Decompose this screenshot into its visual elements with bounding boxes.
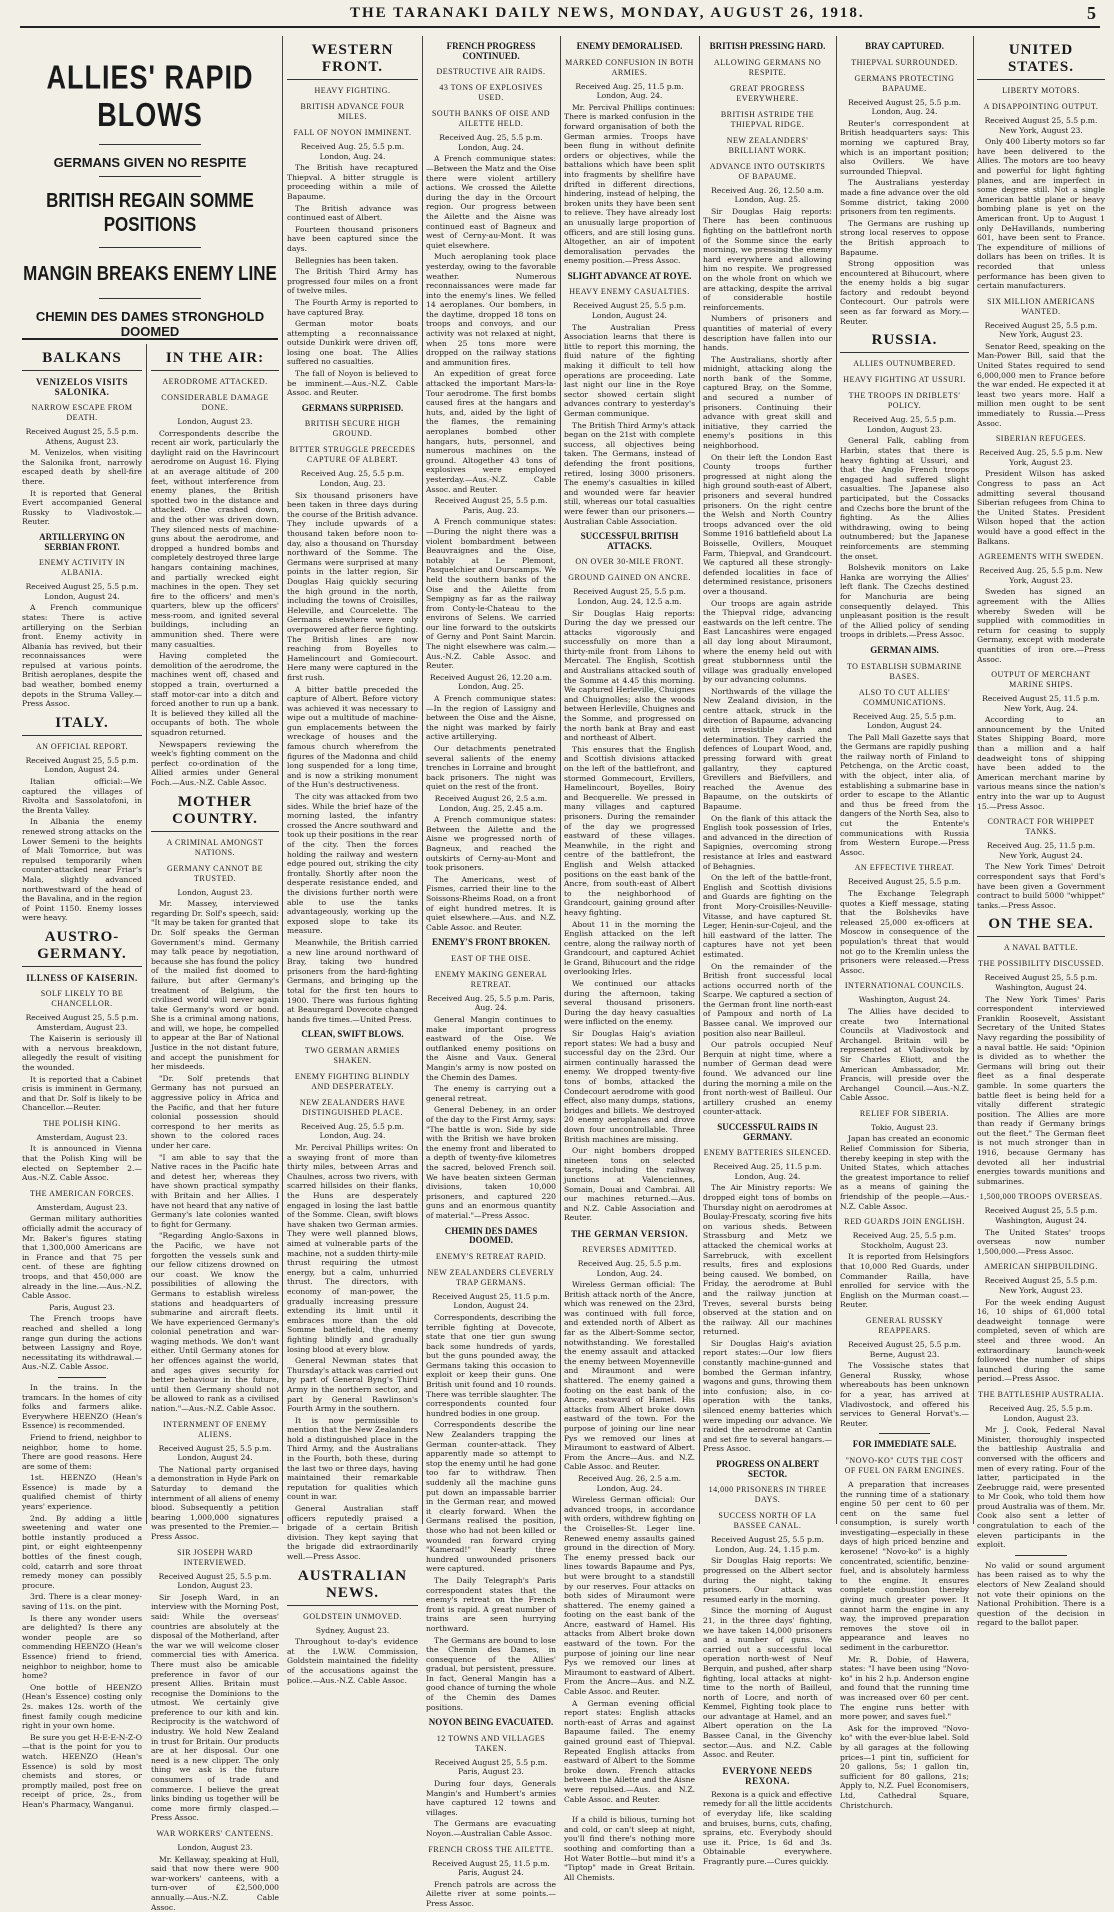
paragraph: We continued our attacks during the afternoon, taking several thousand prisoners. During the day heavy casualties were inflicted on the enemy. [564, 979, 695, 1027]
article-heading: PROGRESS ON ALBERT SECTOR. [716, 1459, 819, 1479]
sub-heading: NEW ZEALANDERS' BRILLIANT WORK. [726, 135, 809, 155]
article-heading: NOYON BEING EVACUATED. [428, 1717, 554, 1728]
paragraph: Mr J. Cook, Federal Naval Minister, thoroughly inspected the battleship Australia and conversed with the officers and men of every rating. Four of the latter, participated in the Zeebrugge raid, were presented to Mr Cook, who told them how proud Australia was of them. Mr. Cook also sent a letter of congratulation to each of the eleven participants in the exploit. [977, 1425, 1105, 1550]
advertisement-text: In the trains. In the tramcars. In the homes of city folks and farmers alike. Everywhere HEENZO (Hean's Essence) is recommended. [22, 1382, 142, 1431]
sub-heading: SUCCESS NORTH OF LA BASSEE CANAL. [718, 1511, 817, 1531]
paragraph: In Albania the enemy renewed strong attacks on the Lower Semeni to the heights of Mali Tomorrice, but was repulsed temporarily when counter-attacked near Friar's Mala, slightly advanced northwestward of the head of the Bavalina, and in the region of Point 1150. Enemy losses were heavy. [22, 817, 142, 923]
sub-heading: ALLOWING GERMANS NO RESPITE. [713, 57, 822, 77]
paragraph: The city was attacked from two sides. While the brief haze of the morning lasted, the infantry crossed the Ancre southward and took up their positions in the rear of the city. Then the forces holding the railway and western edge poured out, striking the city frontally. Shortly after noon the desperate resistance ended, and the divisions further north were able to use the tanks advantageously, working up the exposed slope to take its measure. [287, 792, 418, 936]
paragraph: President Wilson has asked Congress to pass an Act admitting several thousand Siberian refugees from China to the United States. President Wilson hoped that the action would have a good effect in the Balkans. [977, 469, 1105, 546]
dateline: Tokio, August 23. [870, 1122, 939, 1132]
sub-heading: THE BATTLESHIP AUSTRALIA. [978, 1389, 1104, 1399]
dateline: Received August 25, 5.5 p.m. New York, August 23. [984, 320, 1098, 340]
column-rule [973, 36, 974, 1524]
paragraph: General Australian staff officers reputedly praised a brigade of a certain British division. They kept saying that the brigade did extraordinarily well.—Press Assoc. [287, 1504, 418, 1561]
paragraph: The Germans are rushing up strong local reserves to oppose the British approach to Bapaume. [840, 218, 969, 257]
paragraph: Sir Douglas Haig reports: There has been continuous fighting on the battlefront north of the Somme since the early morning, we pressing the enemy hard everywhere and allowing him no respite. We progressed on the whole front on which we are attacking, despite the arrival of considerable hostile reinforcements. [703, 206, 832, 312]
dateline: Sydney, August 23. [315, 1625, 390, 1635]
paragraph: Our troops are again astride the Thiepval ridge, advancing eastwards on the left centre. The East Lancashires were engaged all day long about Miraumont, where the enemy held out with great stubbornness until the village was gradually enveloped by our advancing columns. [703, 598, 832, 685]
article-heading: BRAY CAPTURED. [865, 41, 944, 51]
paragraph: On the flank of this attack the English took possession of Irles, and advanced in the direction of Sapignies, overcoming strong resistance at Irles and eastward of Behagnies. [703, 813, 832, 871]
paragraph: On the remainder of the British front successful local actions occurred north of the Scarpe. We captured a section of the German front line north-east of Pampoux and north of La Bassee canal. We improved our position also near Bailleul. [703, 961, 832, 1038]
sub-heading: SOUTH BANKS OF OISE AND AILETTE HELD. [431, 109, 551, 129]
paragraph: Having completed the demolition of the aerodrome, the machines went off, chased and stopped a train, overturned a staff motor-car into a ditch and forced another to run up a bank. It is believed they killed all the occupants of both. The whole squadron returned. [151, 651, 279, 737]
article-heading: ENEMY DEMORALISED. [576, 41, 683, 51]
sub-heading: THE AMERICAN FORCES. [29, 1188, 134, 1198]
sub-heading: CONSIDERABLE DAMAGE DONE. [161, 393, 269, 412]
paragraph: Much aeroplaning took place yesterday, owing to the favorable weather. Numerous reconnaissances were made far into the enemy's lines. We felled 14 aeroplanes. Our bombers, in the daytime, dropped 18 tons on troops and convoys, and our activity was not relaxed at night, when 25 tons more were dropped on the railway stations and ammunition fires. [426, 252, 556, 367]
headline-deck: MANGIN BREAKS ENEMY LINE [23, 262, 277, 285]
sub-heading: BRITISH SECURE HIGH GROUND. [304, 419, 401, 439]
paragraph: Sir Douglas Haig reports: We progressed on the Albert sector during the night, taking prisoners. Our attack was resumed early in the morning. [703, 1556, 832, 1604]
dateline: Received Aug. 25, 5.5 p.m. New York, August 23. [979, 566, 1103, 585]
paragraph: Sir Douglas Haig's aviation report states: We had a busy and successful day on the 23rd. Our airmen continually harassed the enemy. We dropped twenty-five tons of bombs, attacked the Condecourt aerodrome with good effect, also many dumps, stations, bridges and billets. We destroyed 20 enemy aeroplanes and drove down four uncontrollable. Three British machines are missing. [564, 1029, 695, 1144]
paragraph: It is reported that General Evert accompanied General Russky to Vladivostok.—Reuter. [22, 488, 142, 527]
headline-deck: GERMANS GIVEN NO RESPITE [53, 155, 247, 170]
sub-heading: ADVANCE INTO OUTSKIRTS OF BAPAUME. [709, 161, 826, 181]
sub-heading: RED GUARDS JOIN ENGLISH. [844, 1217, 965, 1227]
paragraph: It is now permissible to mention that the New Zealanders hold a distinguished place in the Third Army, and the Australians in the Fourth, both these, during the last two or three days, having maintained their remarkable reputation for qualities which count in war. [287, 1415, 418, 1502]
sub-heading: BRITISH ADVANCE FOUR MILES. [300, 102, 405, 121]
dateline: London, August 23. [177, 417, 253, 426]
sub-heading: SIX MILLION AMERICANS WANTED. [987, 296, 1095, 316]
paragraph: For the week ending August 16, 10 ships of 61,000 total deadweight tonnage were completed, seven of which are steel and three wood. An extraordinary launch-week followed the number of ships launched during the same period.—Press Assoc. [977, 1297, 1105, 1384]
paragraph: A German evening official report states: English attacks north-east of Arras and against Bapaume failed. The enemy gained ground east of Thiepval. Repeated English attacks from eastward of Albert to the Somme broke down. French attacks between the Ailette and the Aisne were repulsed.—Aus. and N.Z. Cable Assoc. and Reuter. [564, 1698, 695, 1804]
dateline: Received August 25, 5.5 p.m. New York, August 23. [984, 116, 1098, 135]
paragraph: It is announced in Vienna that the Polish King will be elected on September 2.—Aus.-N.Z. Cable Assoc. [22, 1144, 142, 1183]
article-heading: SLIGHT ADVANCE AT ROYE. [567, 270, 692, 281]
sub-heading: 14,000 PRISONERS IN THREE DAYS. [708, 1485, 827, 1505]
paragraph: The Australian Press Association learns that there is little to report this morning, the fluid nature of the fighting making it difficult to tell how operations are proceeding. Late last night our line in the Roye sector showed certain slight advances contrary to yesterday's German communique. [564, 322, 695, 418]
paragraph: Meanwhile, the British carried a new line around northward of Bray, taking two hundred prisoners from the hard-fighting Germans, and bringing up the total for the first ten hours to 1900. There was furious fighting at Beauregard Dovecote changed hands five times.—United Press. [287, 937, 418, 1024]
sub-heading: ENEMY BATTERIES SILENCED. [703, 1148, 832, 1158]
dateline: Received August 25, 5.5 p.m. London, August 24. [573, 301, 686, 321]
article-heading: GERMAN AIMS. [870, 644, 939, 655]
paragraph: The Daily Telegraph's Paris correspondent states that the enemy's retreat on the French front is rapid. A great number of trains are seen hurrying northward. [426, 1575, 556, 1633]
paragraph: The Australians yesterday made a fine advance over the old Somme district, taking 2000 prisoners from ten regiments. [840, 178, 969, 217]
sub-heading: THE POLISH KING. [43, 1118, 121, 1128]
dateline: Received Aug. 25, 5.5 p.m. London, Aug. 24. [300, 142, 405, 161]
section-heading: ON THE SEA. [977, 916, 1105, 937]
dateline: Received August 25, 5.5 p.m. London, August 23. [158, 1571, 272, 1591]
advertisement-text: 2nd. By adding a little sweetening and water one bottle instantly produced a pint, or eight eighteenpenny bottles of the finest cough, cold, catarrh and sore throat remedy money can possibly procure. [22, 1513, 142, 1590]
paragraph: A French communique states:—During the night there was a violent bombardment between Beauvraignes and the Oise, notably at Le Plemont, Pasquelchier and Ourscamps. We held the southern banks of the Oise and the Ailette from Sempigny as far as the railway from Conty-le-Chateau to the environs of Selens. We carried our line forward to the outskirts of Gerny and Pont Saint Marcin. The night elsewhere was calm.—Aus.-N.Z. Cable Assoc. and Reuter. [426, 517, 556, 671]
paragraph: Correspondents describe the recent air work, particularly the daylight raid on the Havrincourt aerodrome on August 16. Flying at an average altitude of 200 feet, without interference from enemy planes, the British spotted two in the distance and attacked. One crashed down, and the other was driven down. They silenced nests of machine-guns about the aerodrome, and dropped a hundred bombs and completely destroyed three large hangars containing machines, and partially wrecked eight machines in the open. They set fire to the officers' and men's quarters, blew up the officers' mess-room, and ignited several buildings, including an ammunition shed. There were many casualties. [151, 428, 279, 649]
section-heading: MOTHER COUNTRY. [151, 794, 279, 832]
sub-heading: FRENCH CROSS THE AILETTE. [428, 1844, 554, 1854]
paragraph: On their left the London East County troops further progressed at night along the high ground south-east of Albert, prisoners and several hundred prisoners. On the right centre the Welsh and North Country troops advanced over the old Somme 1916 battlefield about La Boisselle, Ovillers, Mouquet Farm, Thiepval, and Grandcourt. We captured all these strongly-defended localities in face of determined resistance, prisoners over a thousand. [703, 452, 832, 596]
paragraph: The New York Times' Paris correspondent interviewed Franklin Roosevelt, Assistant Secretary of the United States Navy regarding the possibility of a naval battle. He said: "Opinion is divided as to whether the Germans will bring out their fleet as a final desperate gamble. In some quarters the battle fleet is being held for a vitally different strategic position. The Allies are more than ready if Germany brings out the fleet." The German fleet is not much stronger than in 1916, because Germany has devoted all her industrial energies towards munitions and submarines. [977, 994, 1105, 1186]
sub-heading: AN OFFICIAL REPORT. [35, 741, 129, 751]
sub-heading: GREAT PROGRESS EVERYWHERE. [729, 83, 806, 103]
column-rule [699, 36, 700, 1524]
column-rule [560, 36, 561, 1524]
article-heading: FRENCH PROGRESS CONTINUED. [446, 41, 536, 61]
paragraph: Sir Joseph Ward, in an interview with the Morning Post, said: While the overseas' countries are absolutely at the disposal of the Motherland, after the war we will welcome closer commercial ties with America. There must also be amicable preference in favor of our present Allies. Britain must recognise the Dominions to the utmost. We certainly give preference to our kith and kin. Reciprocity is the watchword of industry. We hold New Zealand in trust for Britain. Our products are at her disposal. Our one need is a new clipper. The only thing we ask is the future consumers of trade and commerce. I believe the great links binding us together will be come more firmly clasped.—Press Assoc. [151, 1592, 279, 1823]
masthead [20, 0, 1100, 28]
paragraph: Six thousand prisoners have been taken in three days during the course of the British advance. They include upwards of a thousand taken before noon to-day, also a thousand on Thursday northward of the Somme. The Germans were surprised at many points in the latter region, Sir Douglas Haig quickly securing the high ground in the north, including the towns of Croisilles, Heleville, and Courcelette. The Germans elsewhere were only overpowered after fierce fighting. The British lines are now reaching from Boyelles to Hamelincourt and Gomiecourt. Here many were captured in the first rush. [287, 490, 418, 682]
section-heading: UNITED STATES. [977, 42, 1105, 80]
sub-heading: OUTPUT OF MERCHANT MARINE SHIPS. [991, 670, 1091, 690]
sub-heading: BITTER STRUGGLE PRECEDES CAPTURE OF ALBERT. [289, 445, 416, 465]
paragraph: A French communique states: Between the Ailette and the Aisne we progressed north of Bagneux, and reached the outskirts of Cerny-au-Mont and took prisoners. [426, 815, 556, 873]
paragraph: The Germans are evacuating Noyon.—Australian Cable Assoc. [426, 1819, 556, 1838]
dateline: Received Aug. 25, 5.5 p.m. London, August 24. [852, 711, 957, 731]
advertisement-heading: FOR IMMEDIATE SALE. [852, 1439, 957, 1450]
sub-heading: ON OVER 30-MILE FRONT. [575, 557, 684, 567]
advertisement-text: Ask for the improved "Novo-ko" with the ever-blue label. Sold by all garages at the following prices—1 pint tin, sufficient for 20 gallons, 5s; 1 gallon tin, sufficient for 80 gallons, 21s; Apply to, N.Z. Fuel Economisers, Ltd, Cathedral Square, Christchurch. [840, 1723, 969, 1810]
dateline: Received August 26, 12.20 a.m. London, Aug. 25. [429, 672, 553, 692]
headline-deck: BRITISH REGAIN SOMME POSITIONS [46, 189, 254, 236]
dateline: Received August 25, 5.5 p.m. London, Aug. 24. [848, 97, 961, 117]
dateline: Paris, August 23. [49, 1302, 115, 1312]
paragraph: Northwards of the village the New Zealand division, in the centre attack, struck in the direction of Bapaume, advancing with irresistible dash and determination. They carried the defences of Loupart Wood, and, pressing forward with great gallantry, they captured Grevillers and Biefvillers, and reached the Avenue des Bapaume, on the outskirts of Bapaume. [703, 686, 832, 811]
sub-heading: ALSO TO CUT ALLIES' COMMUNICATIONS. [858, 687, 951, 707]
paragraph: "Dr. Solf pretends that Germany has not pursued an aggressive policy in Africa and the Pacific, and that her future colonial possession should correspond to her merits as shown to the colored races under her care. [151, 1073, 279, 1150]
advertisement-text: Friend to friend, neighbor to neighbor, home to home. There are good reasons. Here are some of them: [22, 1432, 142, 1471]
sub-heading: AMERICAN SHIPBUILDING. [984, 1262, 1098, 1272]
sub-heading: A CRIMINAL AMONGST NATIONS. [166, 837, 264, 857]
paragraph: This ensures that the English and Scottish divisions attacked on the left of the battlefront, and stormed Gommecourt, Ervillers, Hamelincourt, Boyelles, Boiry and Becquerelle. We pressed in many villages and captured prisoners. During the remainder of the day we progressed eastward of these villages. Meanwhile, in the right and centre of the battlefront, the English and Welsh attacked positions on the east bank of the Ancre, from south-east of Albert to the neighborhood of Grandcourt, gaining ground after heavy fighting. [564, 744, 695, 917]
dateline: Received August 25, 5.5 p.m. Berne, August 23. [848, 1339, 961, 1359]
sub-heading: GERMANY CANNOT BE TRUSTED. [166, 863, 264, 883]
paragraph: The Pall Mall Gazette says that the Germans are rapidly pushing the railway north of Finland to Petchenga, on the Arctic coast, with the object, inter alia, of establishing a submarine base in order to escape to the Atlantic and thus be freed from the dangers of the North Sea, also to cut the Entente's communications with Russia from Western Europe.—Press Assoc. [840, 732, 969, 857]
paragraph: Only 400 Liberty motors so far have been delivered to the Allies. The motors are too heavy and powerful for light fighting planes, and are imperfect in some degree still. Not a single American battle plane or heavy bombing plane is yet on the American front. Up to August 1 only DeHavillands, numbering 601, have been sent to France. The expenditure of millions of dollars has been on trifles. It is recorded that unless performance has been given to certain manufacturers. [977, 137, 1105, 291]
sub-heading: 43 TONS OF EXPLOSIVES USED. [439, 83, 543, 103]
paragraph: Newspapers reviewing the week's fighting comment on the perfect co-ordination of the Allied armies under General Foch.—Aus.-N.Z. Cable Assoc. [151, 739, 279, 787]
paragraph: Mr. Percival Phillips continues: There is marked confusion in the forward organisation of both the German armies. Troops have been flung in without definite orders or objectives, while the battalions which have been split into fragments by shellfire have drifted in different directions, hindering, instead of helping, the broken units they have been sent to relieve. They have already lost an unusually large proportion of officers, and are still losing guns. Altogether, an air of impotent demoralisation pervades the enemy position.—Press Assoc. [564, 102, 695, 266]
column-rule [146, 344, 147, 1524]
sub-heading: RELIEF FOR SIBERIA. [859, 1108, 950, 1118]
paragraph: The Air Ministry reports: We dropped eight tons of bombs on Thursday night on aerodromes at Boulay-Frescaty, scoring five hits on various sheds. Between Strassburg and Metz we attacked the chemical works at Sarrebruck, with excellent results, fires and explosions being caused. We bombed, on Friday, the aerodrome at Buhl and the railway junction at Treves, several bursts being observed at the station and on the railway. All our machines returned. [703, 1183, 832, 1337]
section-heading: WESTERN FRONT. [287, 42, 418, 80]
section-heading: IN THE AIR: [151, 350, 279, 371]
paragraph: About 11 in the morning the English attacked on the left centre, along the railway north of Grandcourt, and captured Achiet le Grand, Bihucourt and the ridge overlooking Irles. [564, 919, 695, 977]
sub-heading: INTERNMENT OF ENEMY ALIENS. [162, 1419, 267, 1439]
sub-heading: TWO GERMAN ARMIES SHAKEN. [304, 1045, 401, 1065]
sub-heading: AERODROME ATTACKED. [162, 377, 268, 386]
section-heading: RUSSIA. [840, 332, 969, 353]
section-heading: ITALY. [22, 715, 142, 736]
sub-heading: NEW ZEALANDERS HAVE DISTINGUISHED PLACE. [299, 1097, 406, 1117]
dateline: Received August 25, 5.5 p.m. Washington, August 24. [984, 1206, 1098, 1226]
dateline: Received August 25, 5.5 p.m. London, August 24. [25, 755, 139, 775]
sub-heading: ILLNESS OF KAISERIN. [26, 972, 138, 983]
column-2 [151, 344, 279, 1912]
dateline: Received Aug. 25, 5.5 p.m. London, Aug. 24. [577, 1258, 682, 1278]
paragraph: The Australians, shortly after midnight, attacking along the north bank of the Somme, captured Bray, on the Somme, and secured a number of prisoners. Continuing their advance with great skill and initiative, they carried the enemy's positions in this neighborhood. [703, 354, 832, 451]
dateline: Received Aug. 25, 5.5 p.m. London, Aug. 24. [439, 133, 543, 152]
dateline: Amsterdam, August 23. [36, 1132, 128, 1142]
dateline: Received Aug. 25, 5.5 p.m. London, August 23. [989, 1403, 1093, 1423]
headline-banner [22, 44, 278, 344]
advertisement-text: Rexona is a quick and effective remedy for all the little accidents of everyday life, like scalding and bruises, burns, cuts, chafing, sprains, etc. Everybody should use it. Price, 1s 6d and 3s. Obtainable everywhere. Fragrantly pure.—Cures quickly. [703, 1789, 832, 1866]
paragraph: Senator Reed, speaking on the Man-Power Bill, said that the United States required to send 6,000,000 men to France before the war ended. He expected it at least two years more. Half a million men ought to be sent immediately to Russia.—Press Assoc. [977, 341, 1105, 428]
column-5 [564, 36, 695, 1882]
sub-heading: MARKED CONFUSION IN BOTH ARMIES. [565, 57, 694, 77]
column-3 [287, 36, 418, 1685]
dateline: Received August 25, 5.5 p.m. Amsterdam, August 23. [25, 1012, 139, 1032]
sub-heading: ENEMY ACTIVITY IN ALBANIA. [38, 558, 126, 578]
sub-heading: VENIZELOS VISITS SALONIKA. [35, 377, 129, 397]
paragraph: The enemy is carrying out a general retreat. [426, 1084, 556, 1103]
article-heading: GERMANS SURPRISED. [301, 402, 404, 413]
paragraph: Our detachments penetrated several salients of the enemy trenches in Lorraine and brought back prisoners. The night was quiet on the rest of the front. [426, 744, 556, 792]
dateline: Received Aug. 25, 11.5 p.m. London, Aug. 24. [575, 81, 684, 101]
advertisement-text: Is there any wonder users are delighted? Is there any wonder people are so commending HEENZO (Hean's Essence) friend to friend, neighbor to neighbor, home to home? [22, 1613, 142, 1681]
sub-heading: AGREEMENTS WITH SWEDEN. [978, 552, 1104, 562]
sub-heading: EAST OF THE OISE. [451, 953, 531, 963]
column-6 [703, 36, 832, 1866]
paragraph: Mr. Massey, interviewed regarding Dr. Solf's speech, said: "It may be taken for granted that Dr. Solf speaks the German Government's mind. Germany may talk peace by negotiation, because she has found the policy of the mailed fist doomed to failure, but after Germany's treatment of Belgium, the civilised world will never again take Germany's word or bond. She is a criminal among nations, and will, we hope, be compelled to appear at the Bar of National Justice in the not distant future, and accept the punishment for her misdeeds. [151, 899, 279, 1072]
paragraph: "Regarding Anglo-Saxons in the Pacific, we have not forgotten the vessels sunk and our fellow citizens drowned on our coast. We know the possibilities of allowing the Germans to establish wireless stations and headquarters of submarine and aircraft fleets. We have experienced Germany's colonial penetration and war-waging methods. We don't want either. Until Germany atones for her offences against the world, and ages gives security for better behaviour in the future, until then Germany should not be allowed to rank as a civilised nation."—Aus.-N.Z. Cable Assoc. [151, 1231, 279, 1414]
paragraph: General Newman states that Thursday's attack was carried out by part of General Byng's Third Army in the northern sector, and part by General Rawlinson's Fourth Army in the southern. [287, 1356, 418, 1414]
dateline: Received Aug. 25, 5.5 p.m. London, Aug. 24. [300, 1121, 405, 1141]
paragraph: The New York Times' Detroit correspondent says that Ford's have been given a Government contract to build 5000 "whippet" tanks.—Press Assoc. [977, 862, 1105, 910]
sub-heading: 1,500,000 TROOPS OVERSEAS. [979, 1192, 1103, 1202]
sub-heading: THE POSSIBILITY DISCUSSED. [978, 959, 1104, 969]
paragraph: The fall of Noyon is believed to be imminent.—Aus.-N.Z. Cable Assoc. and Reuter. [287, 369, 418, 398]
sub-heading: NARROW ESCAPE FROM DEATH. [31, 403, 133, 422]
sub-heading: TO ESTABLISH SUBMARINE BASES. [846, 661, 963, 681]
paragraph: The British advance was continued east of Albert. [287, 203, 418, 223]
paragraph: Wireless German official: The British attack north of the Ancre, which was renewed on the 23rd, was continued with full force, and extended north of Albert as far as the Albert-Somme sector, notwithstanding. We forestalled the enemy assault and attacked the enemy between Moyenneville and Miraumont and were shattered. The enemy gained a footing on the east bank of the Ancre, eastward of Hamel. His attacks from Albert broke down eastward of the town. For the purpose of joining our line near Pys we removed our lines at Miraumont to eastward of Albert. From the Ancre—Aus. and N.Z. Cable Assoc. and Reuter. [564, 1280, 695, 1472]
paragraph: Wireless German official: Our advanced troops, in accordance with orders, withdrew fighting on the Croiselles-St. Leger line. Renewed enemy assaults gained ground in the direction of Mory. The enemy pressed back our lines towards Bapaume and Pys, but were brought to a standstill by our reserves. Four attacks on both sides of Miraumont were shattered. The enemy gained a footing on the east bank of the Ancre, eastward of Hamel. His attacks from Albert broke down eastward of the town. For the purpose of joining our line near Pys we removed our lines at Miraumont to eastward of Albert. From the Ancre—Aus. and N.Z. Cable Assoc. and Reuter. [564, 1495, 695, 1697]
sub-heading: ENEMY'S RETREAT RAPID. [435, 1251, 547, 1261]
article-heading: CLEAN, SWIFT BLOWS. [301, 1029, 404, 1040]
main-headline: ALLIES' RAPID BLOWS [46, 58, 254, 134]
sub-heading: AN EFFECTIVE THREAT. [854, 863, 955, 873]
column-7 [840, 36, 969, 1810]
sub-heading: THE GERMAN VERSION. [570, 1228, 689, 1239]
paragraph: The French troops have reached and shelled a long range gun during the actions between Lassigny and Roye, necessitating its withdrawal.—Aus.-N.Z. Cable Assoc. [22, 1314, 142, 1372]
advertisement-text: 3rd. There is a clear money-saving of 11s. on the pint. [22, 1592, 142, 1611]
paragraph: The Fourth Army is reported to have captured Bray. [287, 297, 418, 317]
paragraph: According to an announcement by the United States Shipping Board, more than a million and a half deadweight tons of shipping have been added to the American merchant marine by various means since the nation's entry into the war up to August 15.—Press Assoc. [977, 715, 1105, 811]
paragraph: The National party organised a demonstration in Hyde Park on Saturday to demand the internment of all aliens of enemy blood. Subsequently a petition bearing 1,000,000 signatures was presented to the Premier.—Press Assoc. [151, 1464, 279, 1541]
article-heading: ENEMY'S FRONT BROKEN. [431, 937, 551, 948]
headline-deck: CHEMIN DES DAMES STRONGHOLD DOOMED [35, 309, 265, 339]
paragraph: Sweden has signed an agreement with the Allies whereby Sweden will be supplied with commodities in return for ceasing to supply Germany, except with moderate quantities of iron ore.—Press Assoc. [977, 587, 1105, 664]
masthead-title: THE TARANAKI DAILY NEWS, MONDAY, AUGUST 26, 1918. [350, 5, 865, 21]
paragraph: Numbers of prisoners and quantities of material of every description have fallen into our hands. [703, 314, 832, 353]
sub-heading: HEAVY ENEMY CASUALTIES. [569, 287, 690, 297]
dateline: Received August 25, 5.5 p.m. [848, 877, 961, 887]
paragraph: The British Third Army's attack began on the 21st with complete success, all objectives being taken. The Germans, instead of defending the front positions, retired, losing 3000 prisoners. The enemy's casualties in killed and wounded were far heavier still, whereas our total casualties were fewer than our prisoners.—Australian Cable Association. [564, 420, 695, 526]
paragraph: Our night bombers dropped nineteen tons on selected targets, including the railway junctions at Valenciennes, Somain, Douai and Cambrai. All our machines returned.—Aus. and N.Z. Cable Association and Reuter. [564, 1146, 695, 1223]
paragraph: The Allies have decided to create two International Councils at Vladivostock and Archangel. Britain will be represented at Vladivostok by Sir Charles Eliott, and the American Ambassador, Mr. Francis, will preside over the Archangel Council.—Aus.-N.Z. Cable Assoc. [840, 1006, 969, 1103]
sub-heading: A NAVAL BATTLE. [1003, 943, 1079, 953]
dateline: Received August 25, 5.5 p.m. London, August 24. [25, 582, 139, 601]
sub-heading: 12 TOWNS AND VILLAGES TAKEN. [436, 1733, 546, 1753]
sub-heading: SOLF LIKELY TO BE CHANCELLOR. [40, 988, 124, 1008]
sub-heading: NEW ZEALANDERS CLEVERLY TRAP GERMANS. [427, 1267, 555, 1287]
sub-heading: BRITISH ASTRIDE THE THIEPVAL RIDGE. [720, 109, 815, 129]
article-heading: SUCCESSFUL BRITISH ATTACKS. [580, 531, 679, 551]
paragraph: General Falk, cabling from Harbin, states that there is heavy fighting at Ussuri, and that the Anglo French troops engaged had suffered slight casualties. The Japanese also participated, but the Cossacks and Czechs bore the brunt of the fighting. As the Allies withdrawing, owing to being outnumbered; but the Japanese reinforcements are stemming the onset. [840, 436, 969, 561]
paragraph: M. Venizelos, when visiting the Salonika front, narrowly escaped death by shell-fire there. [22, 448, 142, 486]
paragraph: Fourteen thousand prisoners have been captured since the days. [287, 224, 418, 253]
paragraph: Mr. Percival Phillips writes: On a swaying front of more than thirty miles, between Arras and Chaulnes, across two rivers, with scarred hillsides on their flanks, the Huns are desperately engaged in losing the last battle of the Somme. Clean, swift blows have shaken two German armies. They were well planned blows, aimed at vulnerable parts of the machine, not a sudden thirty-mile thrust requiring the utmost energy, but a calm, unhurried thrust. The directors, with economy of man-power, the gradually increasing pressure extending its limit until it embraces more than the old Somme battlefield, the enemy fighting blindly and gradually losing blood at every blow. [287, 1143, 418, 1354]
advertisement-text: Be sure you get H-E-E-N-Z-O—that is the point for you to watch. HEENZO (Hean's Essence) is sold by most chemists and stores, or promptly mailed, post free on receipt of price, 2s., from Hean's Pharmacy, Wanganui. [22, 1732, 142, 1809]
paragraph: Bolshevik monitors on Lake Hanka are worrying the Allies' left flank. The Czechs destined for Manchuria are being consequently delayed. This unpleasant position is the result of the Allied policy of sending troops in driblets.—Press Assoc. [840, 563, 969, 640]
sub-heading: SIBERIAN REFUGEES. [995, 434, 1087, 444]
paragraph: General Debeney, in an order of the day to the First Army, says: "The battle is won. Side by side with the British we have broken the enemy front and liberated to a depth of twenty-five kilometres the sacred, beloved French soil. We have beaten sixteen German divisions, taken 10,000 prisoners, and captured 220 guns and an enormous quantity of material."—Press Assoc. [426, 1105, 556, 1220]
article-heading: BRITISH PRESSING HARD. [709, 41, 826, 51]
paragraph: The Exchange Telegraph quotes a Kieff message, stating that the Bolsheviks have released 25,000 ex-officers at Moscow in consequence of the population's threat that would not go to the Kremlin unless the prisoners were released.—Press Assoc. [840, 889, 969, 975]
sub-heading: THIEPVAL SURROUNDED. [851, 57, 958, 67]
advertisement-text: A preparation that increases the running time of a stationary engine 50 per cent to 60 per cent on the same fuel consumption, is surely worth investigating—especially in these days of high priced benzine and kerosene! "Novo-ko" is a highly concentrated, scientific, benzine-fuel, and is absolutely harmless to the engine. It ensures complete combustion thereby giving much greater power. It cannot harm the engine in any way, the improved preparation removes the stove oil in appearance and leaves no sediment in the carburettor. [840, 1479, 969, 1652]
paragraph: German motor boats attempting a reconnaissance outside Dunkirk were driven off, losing one boat. The Allies suffered no casualties. [287, 319, 418, 367]
advertisement-text: One bottle of HEENZO (Hean's Essence) costing only 2s. makes 12s. worth of the finest family cough medicine right in your own home. [22, 1682, 142, 1731]
paragraph: No valid or sound argument has been raised as to why the electors of New Zealand should not vote their opinions on the National Prohibition. There is a question of the decision in regard to the ballot paper. [977, 1560, 1105, 1628]
sub-heading: LIBERTY MOTORS. [1002, 86, 1080, 95]
sub-heading: HEAVY FIGHTING AT USSURI. [843, 375, 966, 385]
sub-heading: HEAVY FIGHTING. [314, 86, 391, 95]
paragraph: Since the morning of August 21, in the three days' fighting, we have taken 14,000 prisoners and a number of guns. We carried out a successful local operation north-west of Neuf Berquin, and pushed, after sharp fighting, local attacks at night-time to the north of Bailleul, north of Locre, and north of Kemmel, Fighting took place to our advantage at Hamel, and an Albert operation on the La Bassee Canal, in the Givenchy sector.—Aus. and N.Z. Cable Assoc. and Reuter. [703, 1606, 832, 1760]
paragraph: General Mangin continues to make important progress eastward of the Oise. We outflanked enemy positions on the Aisne and Vaux. General Mangin's army is now posted on the Chemin des Dames. [426, 1015, 556, 1082]
paragraph: During four days, Generals Mangin's and Humbert's armies have captured 12 towns and villages. [426, 1779, 556, 1817]
paragraph: French patrols are across the Ailette river at some points.—Press Assoc. [426, 1879, 556, 1908]
column-4 [426, 36, 556, 1908]
paragraph: The British have recaptured Thiepval. A bitter struggle is proceeding within a mile of Bapaume. [287, 163, 418, 201]
dateline: London, August 23. [177, 1843, 253, 1852]
article-heading: ARTILLERYING ON SERBIAN FRONT. [39, 531, 125, 552]
dateline: Received Aug. 25, 11.5 p.m. London, Aug. 24. [713, 1162, 822, 1181]
paragraph: The United States' troops overseas now number 1,500,000.—Press Assoc. [977, 1227, 1105, 1256]
sub-heading: CONTRACT FOR WHIPPET TANKS. [987, 817, 1095, 837]
dateline: Received Aug. 25, 5.5 p.m. London, August 23. [852, 415, 957, 434]
dateline: Received Aug. 26, 12.50 a.m. London, Aug. 25. [711, 185, 824, 205]
paragraph: Mr. Kellaway, speaking at Hull, said that now there were 900 war-workers' canteens, with a turn-over of £2,500,000 annually.—Aus.-N.Z. Cable Assoc. [151, 1854, 279, 1912]
dateline: Received Aug. 25, 5.5 p.m. Paris, Aug. 24. [427, 993, 555, 1013]
paragraph: A French communique states:—Between the Matz and the Oise there were violent artillery actions. We crossed the Ailette during the day in the Orcourt region. Our progress between the Ailette and the Aisne was continued east of Bagneux and west of Cerny-au-Mont. It was quiet elsewhere. [426, 154, 556, 250]
dateline: Received Aug. 25, 5.5 p.m. London, Aug. 23. [300, 469, 405, 489]
paragraph: The Vossische states that General Russky, whose whereabouts has been unknown for a year, has arrived at Vladivostock, and offered his services to General Horvat's.—Reuter. [840, 1361, 969, 1428]
dateline: Washington, August 24. [858, 995, 951, 1005]
sub-heading: ALLIES OUTNUMBERED. [853, 359, 956, 369]
section-heading: BALKANS [22, 350, 142, 371]
advertisement-text: 1st. HEENZO (Hean's Essence) is made by a qualified chemist of thirty years' experience. [22, 1473, 142, 1512]
paragraph: Our patrols occupied Neuf Berquin at night time, where a number of German dead were found. We advanced our line during the morning a mile on the front north-west of Bailleul. Our artillery crushed an enemy counter-attack. [703, 1040, 832, 1117]
sub-heading: ENEMY FIGHTING BLINDLY AND DESPERATELY. [294, 1071, 411, 1091]
column-rule [282, 36, 283, 1524]
paragraph: It is reported from Helsingfors that 10,000 Red Guards, under Commander Railla, have enrolled for service with the English on the Murman coast.—Reuter. [840, 1252, 969, 1310]
sub-heading: SIR JOSEPH WARD INTERVIEWED. [177, 1547, 253, 1567]
dateline: Received Aug. 25, 5.5 p.m. Stockholm, August 23. [852, 1231, 957, 1250]
sub-heading: GOLDSTEIN UNMOVED. [303, 1611, 402, 1621]
dateline: Received August 25, 5.5 p.m. London, Aug. 24, 1.15 p.m. [711, 1535, 824, 1554]
paragraph: Throughout to-day's evidence at the I.W.W. Commission, Goldstein maintained the fidelity of the accusations against the police.—Aus.-N.Z. Cable Assoc. [287, 1637, 418, 1685]
sub-heading: GERMANS PROTECTING BAPAUME. [854, 73, 955, 93]
advertisement-text: If a child is bilious, turning hot and cold, or can't sleep at night, you'll find there's nothing more soothing and comforting than a Hot Water Bottle—but mind it's a "Tiptop" made in Great Britain. All Chemists. [564, 1815, 695, 1882]
paragraph: A French communique states: There is active artillerying on the Serbian front. Enemy activity in Albania has revived, but their reconnaissances were repulsed at various points. British aeroplanes, despite the bad weather, bombed enemy depots in the Struma Valley.—Press Assoc. [22, 603, 142, 709]
column-rule [836, 36, 837, 1524]
sub-heading: GROUND GAINED ON ANCRE. [568, 573, 691, 583]
paragraph: Bellegnies has been taken. [295, 255, 399, 265]
paragraph: Strong opposition was encountered at Bihucourt, where the enemy holds a big sugar factory and redoubt beyond Contecourt. Our patrols were seen as far forward as Mory.—Reuter. [840, 259, 969, 326]
paragraph: A French communique states:—In the region of Lassigny and between the Oise and the Aisne, the night was marked by fairly active artillerying. [426, 694, 556, 742]
column-8 [977, 36, 1105, 1628]
sub-heading: REVERSES ADMITTED. [582, 1244, 677, 1254]
advertisement-heading: EVERYONE NEEDS REXONA. [722, 1765, 813, 1786]
dateline: Received Aug. 25, 11.5 p.m. New York, August 24. [986, 841, 1096, 860]
paragraph: The Americans, west of Fismes, carried their line to the Soissons-Rheims Road, on a front of eight hundred metres. It is quiet elsewhere.—Aus. and N.Z. Cable Assoc. and Reuter. [426, 874, 556, 932]
paragraph: German military authorities officially admit the accuracy of Mr. Baker's figures stating that 1,300,000 Americans are in France and that 75 per cent. of these are fighting troops, and that 450,000 are already in the line.—Aus.-N.Z. Cable Assoc. [22, 1214, 142, 1301]
sub-heading: INTERNATIONAL COUNCILS. [844, 981, 965, 991]
sub-heading: THE TROOPS IN DRIBLETS' POLICY. [848, 391, 961, 411]
column-1-body [22, 344, 142, 1809]
paragraph: The Kaiserin is seriously ill with a nervous breakdown, allegedly the result of visiting the wounded. [22, 1034, 142, 1072]
dateline: Received August 25, 5.5 p.m. Paris, Aug. 23. [434, 496, 548, 515]
article-heading: CHEMIN DES DAMES DOOMED. [444, 1225, 538, 1246]
paragraph: The British Third Army has progressed four miles on a front of twelve miles. [287, 267, 418, 296]
paragraph: An expedition of great force attacked the important Mars-la-Tour aerodrome. The first bombs caused fires at the hangars and huts, and, aided by the light of the flames, the remaining aeroplanes bombed other hangars, huts, personnel, and numerous machines on the ground. Altogether 43 tons of explosives were employed yesterday.—Aus.-N.Z. Cable Assoc. and Reuter. [426, 369, 556, 494]
sub-heading: A DISAPPOINTING OUTPUT. [983, 102, 1099, 111]
dateline: Received August 25, 5.5 p.m. New York, August 23. [984, 1276, 1098, 1295]
section-heading: AUSTRALIAN NEWS. [287, 1568, 418, 1606]
sub-heading: ENEMY MAKING GENERAL RETREAT. [434, 969, 548, 989]
advertisement-heading: "NOVO-KO" CUTS THE COST OF FUEL ON FARM ENGINES. [844, 1455, 965, 1475]
paragraph: The Germans are bound to lose the Chemin des Dames, in consequence of the Allies' gradual, but persistent, pressure. In fact, General Mangin has a good chance of turning the whole of the Chemin des Dames positions. [426, 1635, 556, 1712]
sub-heading: FALL OF NOYON IMMINENT. [293, 128, 412, 137]
advertisement-text: Mr. R. Dobie, of Hawera, states: "I have been using "Novo-ko" in his 2 h.p. Anderson engine and found that the running time was increased over 60 per cent. The engine runs better with more power, and saves fuel." [840, 1654, 969, 1722]
sub-heading: DESTRUCTIVE AIR RAIDS. [436, 67, 546, 77]
sub-heading: GENERAL RUSSKY REAPPEARS. [865, 1315, 944, 1335]
paragraph: Sir Douglas Haig's aviation report states:—Our low fliers constantly machine-gunned and bombed the German infantry, wagons and guns, throwing them into confusion; also, in co-operation with the tanks, silenced enemy batteries which were impeding our advance. We raided the aerodrome at Cantin and set fire to several hangars.—Press Assoc. [703, 1338, 832, 1454]
dateline: Received August 25, 11.5 p.m. Paris, August 24. [432, 1858, 550, 1878]
section-heading: AUSTRO-GERMANY. [22, 929, 142, 967]
page-number: 5 [1087, 3, 1096, 23]
dateline: Received August 25, 5.5 p.m. Paris, August 23. [434, 1757, 548, 1777]
paragraph: Japan has created an economic Relief Commission for Siberia, thereby keeping in step with the United States, which attaches the greatest importance to relief as a means of gaining the friendship of the people.—Aus.-N.Z. Cable Assoc. [840, 1134, 969, 1211]
column-rule [422, 36, 423, 1524]
paragraph: A bitter battle preceded the capture of Albert. Before victory was achieved it was necessary to wipe out a multitude of machine-gun emplacements between the wreckage of houses and the famous church wherefrom the figures of the Madonna and child long suspended for a long time, and is now a striking monument of the Hun's destructiveness. [287, 684, 418, 790]
dateline: Received August 25, 11.5 p.m. London, August 24. [432, 1291, 550, 1311]
paragraph: Italian official:—We captured the villages of Rivolta and Sassolatofoni, in the Brenta Valley. [22, 777, 142, 815]
dateline: Received August 25, 5.5 p.m. Washington, August 24. [984, 973, 1098, 992]
dateline: Received August 26, 2.5 a.m. London, Aug. 25, 2.45 a.m. [434, 793, 548, 813]
dateline: Received August 25, 11.5 p.m. New York, Aug. 24. [982, 694, 1100, 713]
paragraph: Correspondents, describing the terrible fighting at Dovecote, state that one tier gun swung back some hundreds of yards, but the guns pounded away, the Germans taking this occasion to exploit or keep their guns. One British unit found and 10 rounds. There was terrible slaughter. The correspondents counted four hundred bodies in one group. [426, 1312, 556, 1418]
paragraph: On the left of the battle-front, English and Scottish divisions and Guards are fighting on the front Mory-Croisilles-Neuville-Vitasse, and have captured St. Leger, Henin-sur-Cojeul, and the hill eastward of the latter. The captures have not yet been estimated. [703, 873, 832, 959]
dateline: Received August 25, 5.5 p.m. London, August 24. [158, 1443, 272, 1463]
paragraph: "I am able to say that the Native races in the Pacific hate and detest her, whereas they have shown practical sympathy with Britain and her Allies. I have not heard that any native of Germany's late colonies wanted to fight for Germany. [151, 1152, 279, 1229]
dateline: Received Aug. 25, 5.5 p.m. New York, August 23. [979, 448, 1103, 467]
paragraph: Correspondents describe the New Zealanders trapping the German counter-attack. They apparently made so attempt to stop the enemy until he had gone too far to withdraw. Then suddenly all the machine guns put down an impassable barrier in the German rear, and mowed it clearly forward. When the Germans realised the position, those who had not been killed or wounded ran forward crying "Kamerad!" Nearly three hundred unwounded prisoners were captured. [426, 1420, 556, 1574]
article-heading: SUCCESSFUL RAIDS IN GERMANY. [717, 1122, 818, 1142]
dateline: Received August 25, 5.5 p.m. London, Aug. 24, 12.5 a.m. [573, 587, 686, 606]
paragraph: Sir Douglas Haig reports: During the day we pressed our attacks vigorously and successfully on more than a thirty-mile front from Lihons to Mercatel. The English, Scottish and Australians attacked south of the Somme at 4.45 this morning. We captured Herleville, Chuignes and Chuignolles; also the woods between Herleville, Chuignes and the Somme, and progressed on the north bank at Bray and east and northeast of Albert. [564, 608, 695, 743]
dateline: London, August 23. [177, 887, 253, 897]
dateline: Received August 25, 5.5 p.m. Athens, August 23. [25, 427, 139, 446]
dateline: Received Aug. 26, 2.5 a.m. London, Aug. 24. [577, 1473, 682, 1493]
sub-heading: WAR WORKERS' CANTEENS. [156, 1829, 274, 1838]
paragraph: Reuter's correspondent at British headquarters says: This morning we captured Bray, which is an important position; also Ovillers. We have surrounded Thiepval. [840, 118, 969, 176]
dateline: Amsterdam, August 23. [36, 1202, 128, 1212]
paragraph: It is reported that a Cabinet crisis is imminent in Germany, and that Dr. Solf is likely to be Chancellor.—Reuter. [22, 1074, 142, 1113]
